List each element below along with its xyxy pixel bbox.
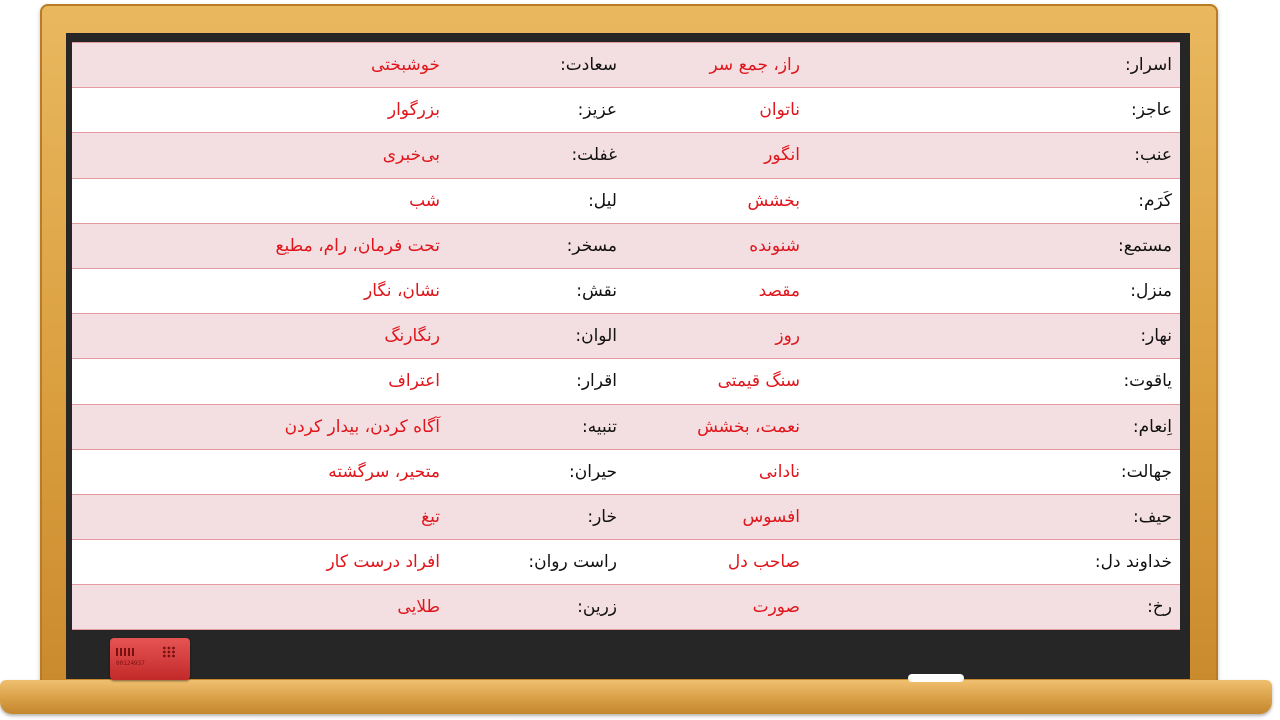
meaning-cell: صاحب دل: [625, 540, 808, 585]
word-cell: عزیز:: [448, 88, 625, 133]
word-cell: الوان:: [448, 314, 625, 359]
word-cell: لیل:: [448, 178, 625, 223]
meaning-cell: تیغ: [72, 494, 448, 539]
scroll-handle[interactable]: [908, 674, 964, 682]
word-cell: تنبیه:: [448, 404, 625, 449]
word-cell: عنب:: [808, 133, 1180, 178]
meaning-cell: شب: [72, 178, 448, 223]
meaning-cell: شنونده: [625, 223, 808, 268]
word-cell: یاقوت:: [808, 359, 1180, 404]
meaning-cell: رنگارنگ: [72, 314, 448, 359]
word-cell: منزل:: [808, 268, 1180, 313]
meaning-cell: خوشبختی: [72, 43, 448, 88]
word-cell: مستمع:: [808, 223, 1180, 268]
word-cell: راست روان:: [448, 540, 625, 585]
word-cell: حیف:: [808, 494, 1180, 539]
table-row: [72, 359, 1180, 404]
word-cell: نهار:: [808, 314, 1180, 359]
keypad-code: 00124937: [116, 660, 145, 667]
meaning-cell: مقصد: [625, 268, 808, 313]
meaning-cell: نشان، نگار: [72, 268, 448, 313]
meaning-cell: نعمت، بخشش: [625, 404, 808, 449]
table-row: [72, 314, 1180, 359]
word-cell: اِنعام:: [808, 404, 1180, 449]
word-cell: نقش:: [448, 268, 625, 313]
table-row: [72, 540, 1180, 585]
word-cell: زرین:: [448, 585, 625, 630]
word-cell: خداوند دل:: [808, 540, 1180, 585]
word-cell: عاجز:: [808, 88, 1180, 133]
word-cell: جهالت:: [808, 449, 1180, 494]
meaning-cell: انگور: [625, 133, 808, 178]
word-cell: خار:: [448, 494, 625, 539]
table-row: [72, 585, 1180, 630]
meaning-cell: آگاه کردن، بیدار کردن: [72, 404, 448, 449]
meaning-cell: بزرگوار: [72, 88, 448, 133]
meaning-cell: اعتراف: [72, 359, 448, 404]
vocabulary-table-container: [72, 42, 1180, 630]
meaning-cell: ناتوان: [625, 88, 808, 133]
meaning-cell: متحیر، سرگشته: [72, 449, 448, 494]
meaning-cell: افراد درست کار: [72, 540, 448, 585]
table-row: [72, 404, 1180, 449]
meaning-cell: افسوس: [625, 494, 808, 539]
barcode-bars: [116, 648, 136, 656]
word-cell: اقرار:: [448, 359, 625, 404]
word-cell: سعادت:: [448, 43, 625, 88]
meaning-cell: سنگ قیمتی: [625, 359, 808, 404]
keypad-grid: [162, 646, 176, 658]
table-row: [72, 178, 1180, 223]
vocabulary-table: [72, 42, 1180, 630]
meaning-cell: طلایی: [72, 585, 448, 630]
table-row: [72, 494, 1180, 539]
table-row: [72, 449, 1180, 494]
meaning-cell: نادانی: [625, 449, 808, 494]
word-cell: کَرَم:: [808, 178, 1180, 223]
meaning-cell: روز: [625, 314, 808, 359]
table-row: [72, 223, 1180, 268]
meaning-cell: تحت فرمان، رام، مطیع: [72, 223, 448, 268]
word-cell: اسرار:: [808, 43, 1180, 88]
word-cell: مسخر:: [448, 223, 625, 268]
keypad-icon[interactable]: [110, 638, 190, 680]
table-row: [72, 268, 1180, 313]
meaning-cell: بی‌خبری: [72, 133, 448, 178]
chalkboard-shelf: [0, 680, 1272, 714]
word-cell: حیران:: [448, 449, 625, 494]
meaning-cell: صورت: [625, 585, 808, 630]
table-row: [72, 88, 1180, 133]
meaning-cell: راز، جمع سر: [625, 43, 808, 88]
meaning-cell: بخشش: [625, 178, 808, 223]
word-cell: رخ:: [808, 585, 1180, 630]
word-cell: غفلت:: [448, 133, 625, 178]
table-row: [72, 43, 1180, 88]
table-row: [72, 133, 1180, 178]
